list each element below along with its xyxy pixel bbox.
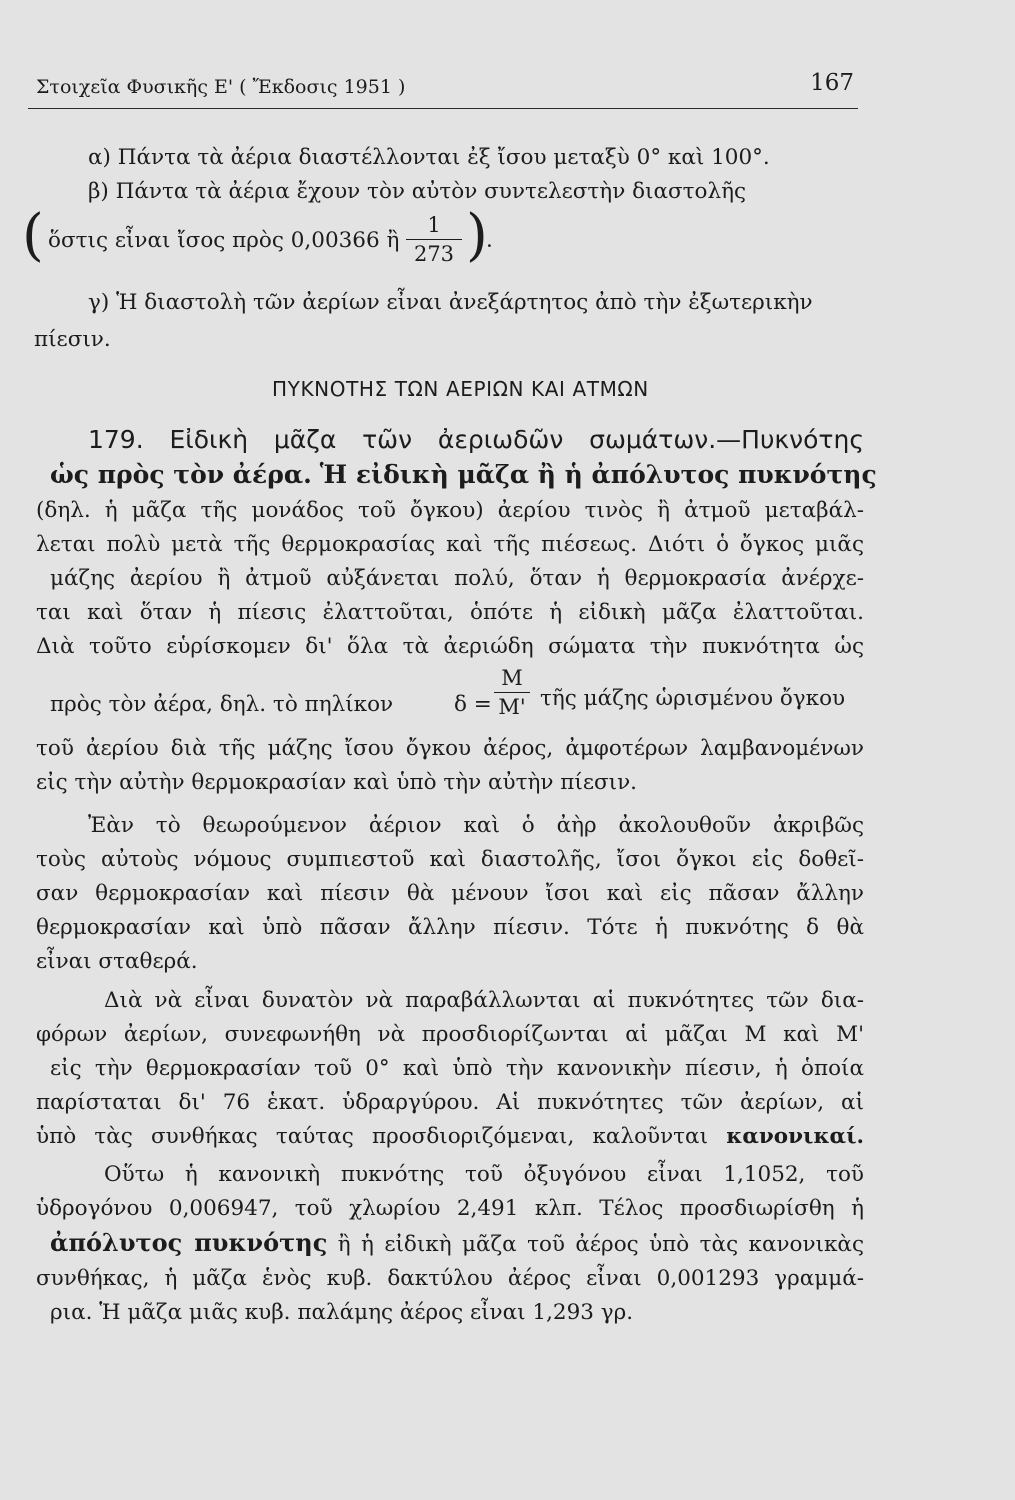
fraction-one-over-273 xyxy=(406,213,462,266)
bold-phrase: ὡς πρὸς τὸν ἀέρα. xyxy=(50,460,312,489)
para-4-line-1: Οὕτω ἡ κανονικὴ πυκνότης τοῦ ὀξυγόνου εἶναι 1,1052, τοῦ xyxy=(104,1162,864,1187)
section-179-line-6: ται καὶ ὅταν ἡ πίεσις ἐλαττοῦται, ὁπότε ἡ εἰδικὴ μᾶζα ἐλαττοῦται. xyxy=(36,600,864,625)
para-4-line-2: ὑδρογόνου 0,006947, τοῦ χλωρίου 2,491 κλπ. Τέλος προσδιωρίσθη ἡ xyxy=(36,1196,864,1221)
fraction-denominator: M' xyxy=(498,695,526,719)
para-4-line-4: συνθήκας, ἡ μᾶζα ἑνὸς κυβ. δακτύλου ἀέρος εἶναι 0,001293 γραμμά- xyxy=(36,1266,864,1291)
list-item-c: γ) Ἡ διαστολὴ τῶν ἀερίων εἶναι ἀνεξάρτητος ἀπὸ τὴν ἐξωτερικὴν xyxy=(88,290,813,315)
fraction-numerator: M xyxy=(501,666,523,690)
para-2-line-5: εἶναι σταθερά. xyxy=(36,949,198,974)
section-179-line-10: εἰς τὴν αὐτὴν θερμοκρασίαν καὶ ὑπὸ τὴν αὐτὴν πίεσιν. xyxy=(36,770,638,795)
section-179-line-2 xyxy=(50,460,877,489)
section-179-line-7: Διὰ τοῦτο εὑρίσκομεν δι' ὅλα τὰ ἀεριώδη σώματα τὴν πυκνότητα ὡς xyxy=(36,634,864,659)
open-paren: ( xyxy=(22,203,44,268)
list-item-a: α) Πάντα τὰ ἀέρια διαστέλλονται ἐξ ἴσου μεταξὺ 0° καὶ 100°. xyxy=(88,145,770,170)
para-3-line-5 xyxy=(36,1124,864,1150)
section-179-line-9: τοῦ ἀερίου διὰ τῆς μάζης ἴσου ὄγκου ἀέρος, ἀμφοτέρων λαμβανομένων xyxy=(36,736,864,761)
bold-definition: Ἡ εἰδικὴ μᾶζα ἢ ἡ ἀπόλυτος πυκνότης xyxy=(319,460,877,489)
list-item-b: β) Πάντα τὰ ἀέρια ἔχουν τὸν αὐτὸν συντελεστὴν διαστολῆς xyxy=(88,179,747,204)
para-2-line-2: τοὺς αὐτοὺς νόμους συμπιεστοῦ καὶ διαστολῆς, ἴσοι ὄγκοι εἰς δοθεῖ- xyxy=(36,847,864,872)
fraction-denominator: 273 xyxy=(413,242,455,266)
section-179-line-4: λεται πολὺ μετὰ τῆς θερμοκρασίας καὶ τῆς πιέσεως. Διότι ὁ ὄγκος μιᾶς xyxy=(36,532,864,557)
para-2-line-1: Ἐὰν τὸ θεωρούμενον ἀέριον καὶ ὁ ἀὴρ ἀκολουθοῦν ἀκριβῶς xyxy=(88,813,864,838)
para-4-line-3-text: ἢ ἡ εἰδικὴ μᾶζα τοῦ ἀέρος ὑπὸ τὰς κανονικὰς xyxy=(337,1232,864,1257)
para-3-line-5-text: ὑπὸ τὰς συνθήκας ταύτας προσδιοριζόμεναι, καλοῦνται xyxy=(36,1124,708,1149)
para-3-line-3: εἰς τὴν θερμοκρασίαν τοῦ 0° καὶ ὑπὸ τὴν κανονικὴν πίεσιν, ἡ ὁποία xyxy=(50,1056,864,1081)
page-header xyxy=(28,68,858,109)
list-item-c-continuation: πίεσιν. xyxy=(34,327,111,352)
para-4-line-3 xyxy=(50,1230,864,1258)
section-heading: ΠΥΚΝΟΤΗΣ ΤΩΝ ΑΕΡΙΩΝ ΚΑΙ ΑΤΜΩΝ xyxy=(272,377,649,401)
section-179-title: 179. Εἰδικὴ μᾶζα τῶν ἀεριωδῶν σωμάτων.—Πυκνότης xyxy=(88,425,864,454)
running-title: Στοιχεῖα Φυσικῆς Ε' ( Ἔκδοσις 1951 ) xyxy=(36,76,406,98)
fraction-numerator: 1 xyxy=(427,213,441,237)
fraction-m-over-m-prime xyxy=(494,666,530,719)
fraction-bar xyxy=(406,239,462,240)
para-2-line-4: θερμοκρασίαν καὶ ὑπὸ πᾶσαν ἄλλην πίεσιν. Τότε ἡ πυκνότης δ θὰ xyxy=(36,915,864,940)
para-3-line-1: Διὰ νὰ εἶναι δυνατὸν νὰ παραβάλλωνται αἱ πυκνότητες τῶν δια- xyxy=(104,988,864,1013)
section-179-line-3: (δηλ. ἡ μᾶζα τῆς μονάδος τοῦ ὄγκου) ἀερίου τινὸς ἢ ἀτμοῦ μεταβάλ- xyxy=(36,498,864,523)
para-2-line-3: σαν θερμοκρασίαν καὶ πίεσιν θὰ μένουν ἴσοι καὶ εἰς πᾶσαν ἄλλην xyxy=(36,881,864,906)
fraction-bar xyxy=(494,692,530,693)
para-4-line-5: ρια. Ἡ μᾶζα μιᾶς κυβ. παλάμης ἀέρος εἶναι 1,293 γρ. xyxy=(50,1300,634,1325)
page-number: 167 xyxy=(810,70,854,96)
bold-term-kanonikai: κανονικαί. xyxy=(726,1124,864,1149)
section-179-line-8-end: τῆς μάζης ὡρισμένου ὄγκου xyxy=(540,686,846,711)
bold-term-absolute-density: ἀπόλυτος πυκνότης xyxy=(50,1228,328,1257)
delta-equals: δ = xyxy=(454,692,492,717)
list-item-b-end: · xyxy=(486,234,493,259)
list-item-b-continuation: ὅστις εἶναι ἴσος πρὸς 0,00366 ἢ xyxy=(48,228,400,253)
close-paren: ) xyxy=(466,203,488,268)
section-179-line-5: μάζης ἀερίου ἢ ἀτμοῦ αὐξάνεται πολύ, ὅταν ἡ θερμοκρασία ἀνέρχε- xyxy=(50,566,864,591)
para-3-line-2: φόρων ἀερίων, συνεφωνήθη νὰ προσδιορίζωνται αἱ μᾶζαι M καὶ M' xyxy=(36,1022,864,1047)
para-3-line-4: παρίσταται δι' 76 ἑκατ. ὑδραργύρου. Αἱ πυκνότητες τῶν ἀερίων, αἱ xyxy=(36,1090,864,1115)
section-179-line-8-start: πρὸς τὸν ἀέρα, δηλ. τὸ πηλίκον xyxy=(50,692,394,717)
